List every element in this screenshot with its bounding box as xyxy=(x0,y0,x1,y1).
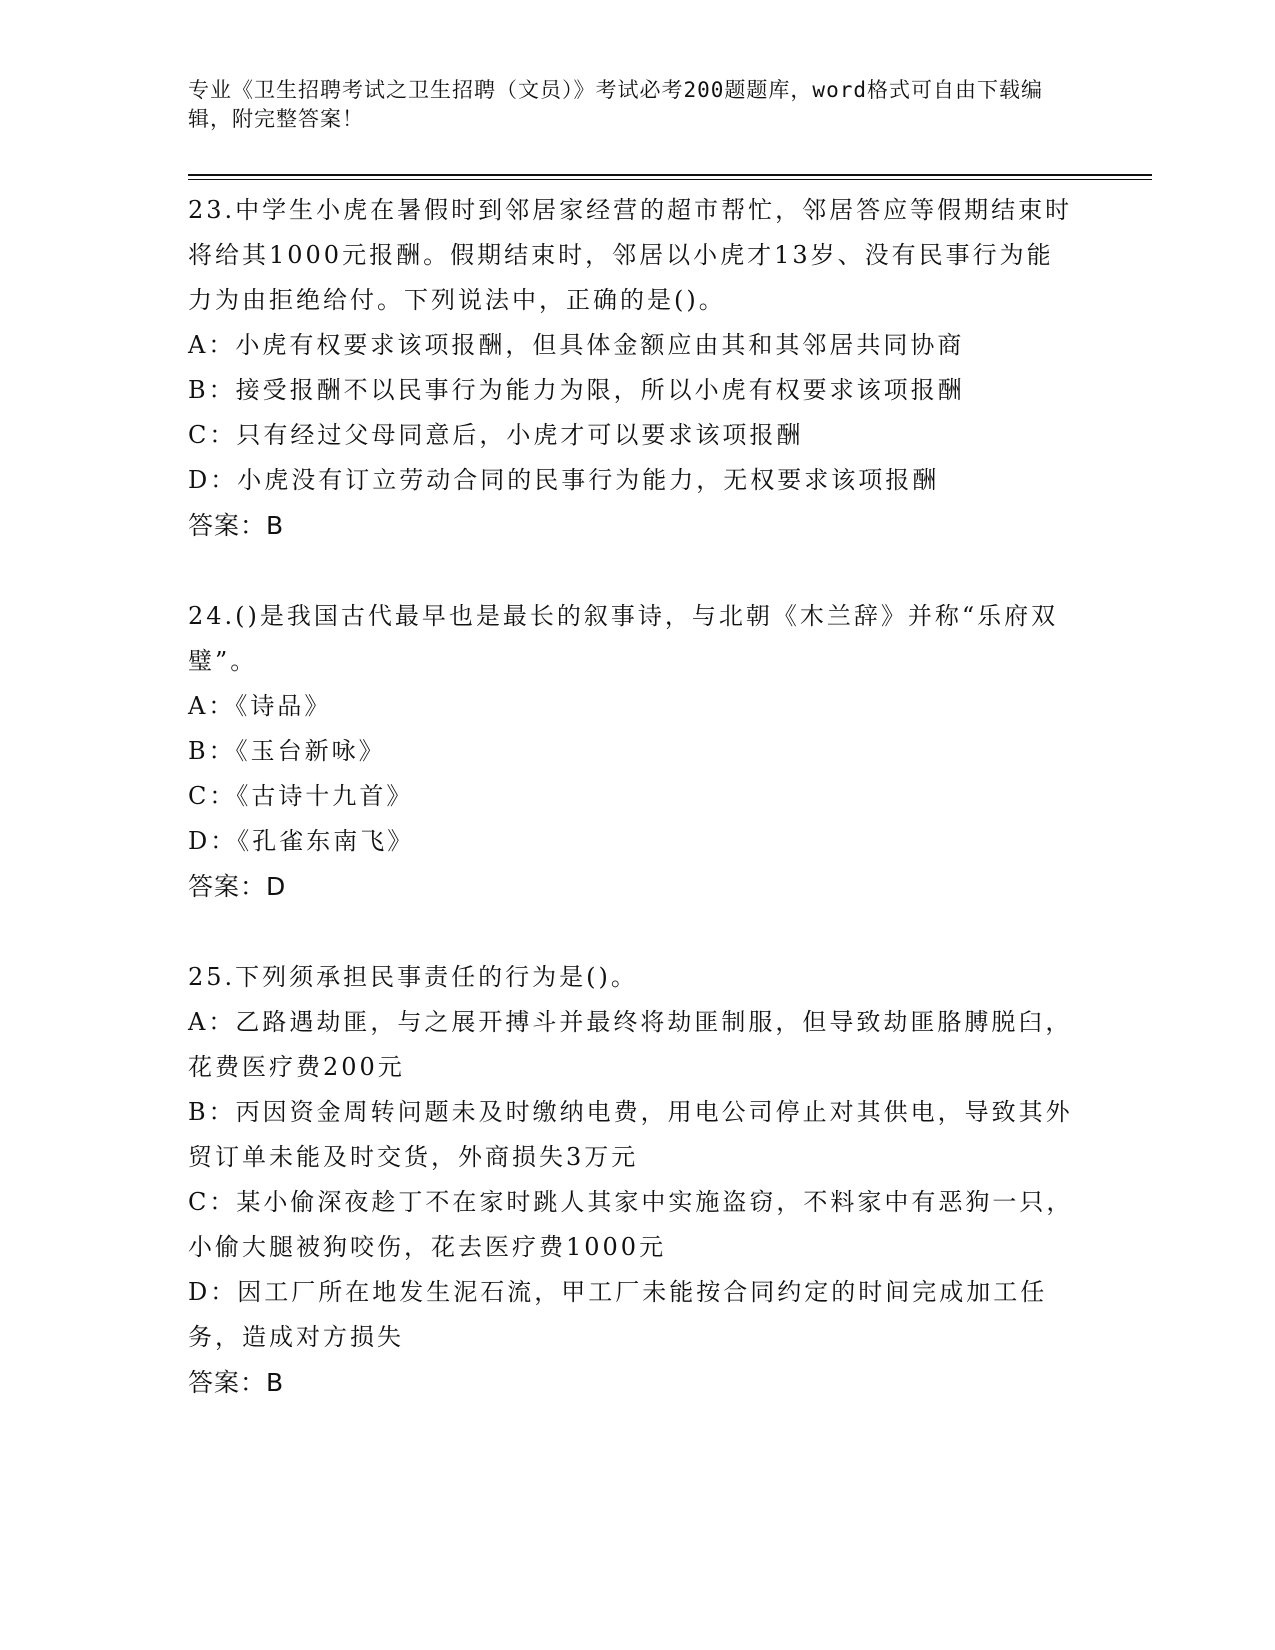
question-23 xyxy=(188,188,1078,548)
question-24 xyxy=(188,594,1078,909)
answer-line: 答案：B xyxy=(188,1368,285,1397)
option-d: D：《孔雀东南飞》 xyxy=(188,827,415,855)
question-stem: 23.中学生小虎在暑假时到邻居家经营的超市帮忙，邻居答应等假期结束时将给其1000元报酬。假期结束时，邻居以小虎才13岁、没有民事行为能力为由拒绝给付。下列说法中，正确的是()。 xyxy=(188,196,1073,314)
option-a: A：《诗品》 xyxy=(188,692,332,720)
option-b: B：丙因资金周转问题未及时缴纳电费，用电公司停止对其供电，导致其外贸订单未能及时交货，外商损失3万元 xyxy=(188,1098,1073,1171)
option-c: C：《古诗十九首》 xyxy=(188,782,414,810)
document-header: 专业《卫生招聘考试之卫生招聘（文员）》考试必考200题题库，word格式可自由下载编辑，附完整答案！ xyxy=(188,78,1043,131)
option-c: C：只有经过父母同意后，小虎才可以要求该项报酬 xyxy=(188,421,804,449)
option-a: A：乙路遇劫匪，与之展开搏斗并最终将劫匪制服，但导致劫匪胳膊脱臼，花费医疗费200元 xyxy=(188,1008,1073,1081)
answer-line: 答案：B xyxy=(188,511,285,540)
question-stem: 24.()是我国古代最早也是最长的叙事诗，与北朝《木兰辞》并称“乐府双璧”。 xyxy=(188,602,1059,675)
header-divider-thick xyxy=(188,174,1152,176)
question-list xyxy=(188,188,1078,1451)
option-b: B：接受报酬不以民事行为能力为限，所以小虎有权要求该项报酬 xyxy=(188,376,965,404)
answer-line: 答案：D xyxy=(188,872,287,901)
option-c: C：某小偷深夜趁丁不在家时跳人其家中实施盗窃，不料家中有恶狗一只，小偷大腿被狗咬伤，花去医疗费1000元 xyxy=(188,1188,1074,1261)
question-stem: 25.下列须承担民事责任的行为是()。 xyxy=(188,963,638,991)
option-a: A：小虎有权要求该项报酬，但具体金额应由其和其邻居共同协商 xyxy=(188,331,965,359)
question-25 xyxy=(188,955,1078,1405)
option-b: B：《玉台新咏》 xyxy=(188,737,386,765)
option-d: D：小虎没有订立劳动合同的民事行为能力，无权要求该项报酬 xyxy=(188,466,940,494)
header-divider-thin xyxy=(188,179,1152,180)
option-d: D：因工厂所在地发生泥石流，甲工厂未能按合同约定的时间完成加工任务，造成对方损失 xyxy=(188,1278,1048,1351)
